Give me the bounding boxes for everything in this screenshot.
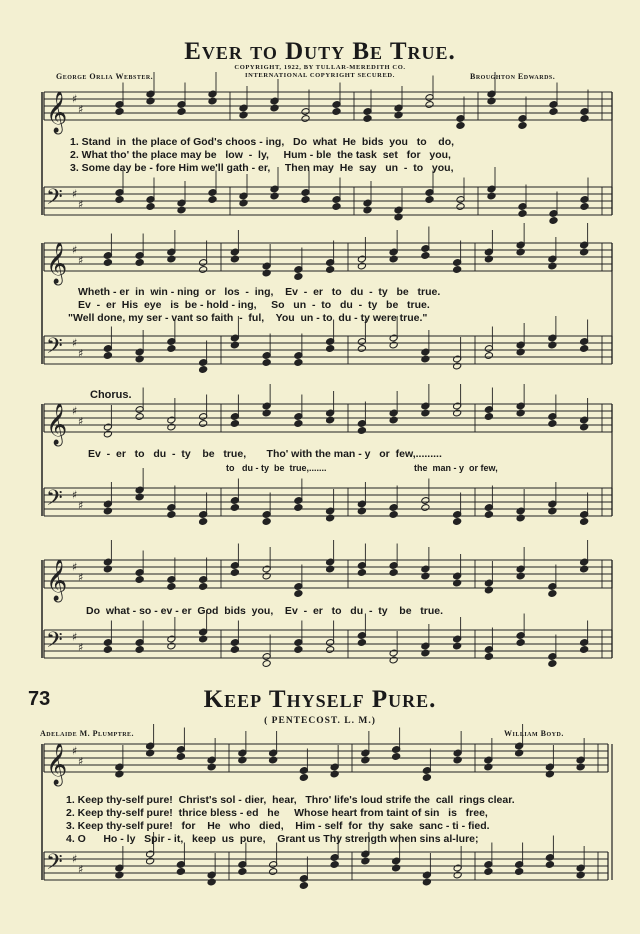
svg-text:𝄞: 𝄞: [46, 404, 68, 445]
hymn1-composer: Broughton Edwards.: [470, 72, 556, 81]
hymn1-verse1-line1: 1. Stand in the place of God's choos - ing, Do what He bids you to do,: [70, 136, 455, 148]
svg-text:𝄞: 𝄞: [46, 243, 68, 284]
hymn2-composer: William Boyd.: [504, 729, 564, 738]
svg-text:♯: ♯: [78, 198, 84, 211]
svg-text:♯: ♯: [78, 863, 84, 876]
svg-text:♯: ♯: [72, 243, 78, 257]
svg-text:♯: ♯: [78, 641, 84, 654]
hymn1-copyright-line1: COPYRIGHT, 1922, BY TULLAR-MEREDITH CO.: [234, 64, 406, 71]
svg-text:♯: ♯: [72, 488, 78, 502]
svg-text:♯: ♯: [78, 103, 84, 116]
chorus-label: Chorus.: [90, 389, 132, 401]
hymn1-verse3-line1: 3. Some day be - fore Him we'll gath - er, Then may He say un - to you,: [70, 162, 454, 174]
chorus-line1: Ev - er to du - ty be true, Tho' with the man - y or few,.........: [88, 448, 442, 460]
hymn2-verse3: 3. Keep thy-self pure! for He who died, Him - self for thy sake sanc - ti - fied.: [66, 820, 490, 832]
hymn2-author: Adelaide M. Plumptre.: [40, 729, 135, 738]
hymn2-verse1: 1. Keep thy-self pure! Christ's sol - dier, hear, Thro' life's loud strife the call rings clear.: [66, 794, 515, 806]
svg-text:♯: ♯: [72, 92, 78, 106]
hymn1-author: George Orlia Webster.: [56, 72, 154, 81]
svg-text:♯: ♯: [78, 347, 84, 360]
svg-text:♯: ♯: [78, 415, 84, 428]
hymn1-verse1-line2: Wheth - er in win - ning or los - ing, Ev - er to du - ty be true.: [78, 286, 441, 298]
svg-text:♯: ♯: [72, 630, 78, 644]
hymn1-title: Ever to Duty Be True.: [184, 38, 456, 65]
hymn2-verse4: 4. O Ho - ly Spir - it, keep us pure, Grant us Thy strength when sins al-lure;: [66, 833, 479, 845]
hymn1-verse2-line2: Ev - er His eye is be - hold - ing, So un - to du - ty be true.: [78, 299, 430, 311]
svg-text:𝄢: 𝄢: [46, 486, 63, 516]
svg-text:𝄞: 𝄞: [46, 92, 68, 133]
svg-text:♯: ♯: [78, 755, 84, 768]
svg-text:♯: ♯: [72, 187, 78, 201]
hymn2-title: Keep Thyself Pure.: [203, 686, 437, 713]
svg-text:♯: ♯: [78, 499, 84, 512]
svg-text:♯: ♯: [72, 852, 78, 866]
svg-text:♯: ♯: [72, 336, 78, 350]
chorus-echo: to du - ty be true,....... the man - y or few,: [226, 463, 498, 473]
svg-text:𝄢: 𝄢: [46, 850, 63, 880]
chorus-line2: Do what - so - ev - er God bids you, Ev - er to du - ty be true.: [86, 605, 444, 617]
hymn1-verse2-line1: 2. What tho' the place may be low - ly, Hum - ble the task set for you,: [70, 149, 451, 161]
svg-text:♯: ♯: [72, 744, 78, 758]
svg-text:♯: ♯: [72, 560, 78, 574]
svg-text:𝄢: 𝄢: [46, 628, 63, 658]
svg-text:𝄢: 𝄢: [46, 185, 63, 215]
svg-text:𝄢: 𝄢: [46, 334, 63, 364]
svg-text:♯: ♯: [72, 404, 78, 418]
hymn1-copyright-line2: INTERNATIONAL COPYRIGHT SECURED.: [245, 72, 395, 79]
svg-text:♯: ♯: [78, 254, 84, 267]
hymn2-subtitle: ( PENTECOST. L. M.): [264, 716, 376, 726]
hymn-number: 73: [28, 688, 51, 710]
hymn2-verse2: 2. Keep thy-self pure! thrice bless - ed he Whose heart from taint of sin is free,: [66, 807, 488, 819]
svg-text:♯: ♯: [78, 571, 84, 584]
hymn1-verse3-line2: "Well done, my ser - vant so faith - ful, You un - to du - ty were true.": [68, 312, 428, 324]
svg-text:𝄞: 𝄞: [46, 560, 68, 601]
svg-text:𝄞: 𝄞: [46, 744, 68, 785]
